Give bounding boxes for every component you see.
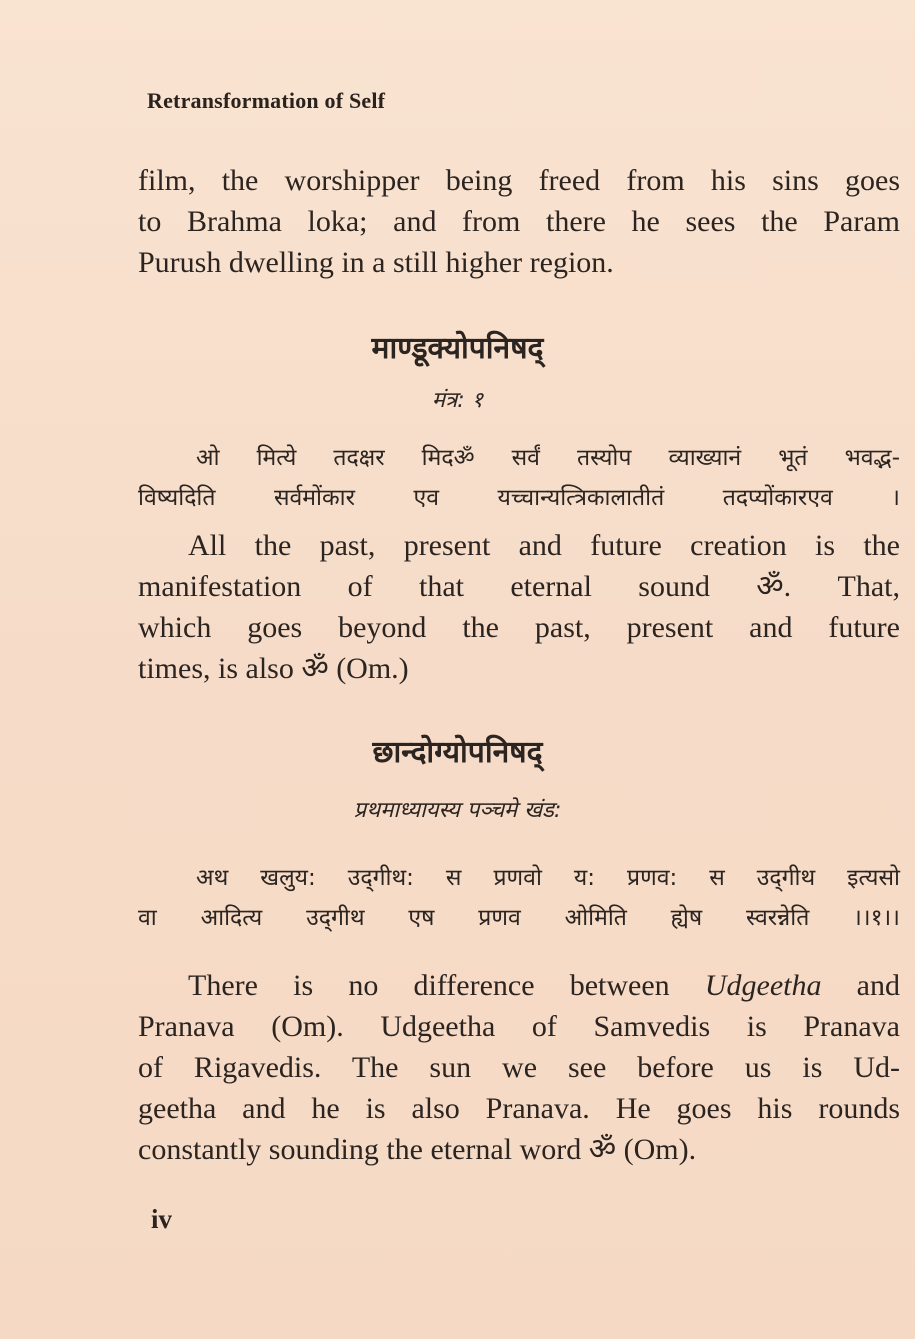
translation-line: times, is also ॐ (Om.) bbox=[138, 652, 409, 685]
section-subtitle-khand: प्रथमाध्यायस्य पञ्चमे खंड: bbox=[353, 798, 562, 823]
section-title-mandukya: माण्डूक्योपनिषद् bbox=[371, 331, 544, 366]
verse-line: वा आदित्य उद्‌गीथ एष प्रणव ओमिति ह्येष स्वरन्नेति ।।१।। bbox=[138, 905, 900, 931]
verse-line: विष्यदिति सर्वमोंकार एव यच्चान्यत्त्रिकालातीतं तदप्योंकारएव । bbox=[138, 485, 900, 511]
translation-line: geetha and he is also Pranava. He goes his rounds bbox=[138, 1092, 900, 1125]
running-head: Retransformation of Self bbox=[147, 88, 386, 113]
translation-line: constantly sounding the eternal word ॐ (Om). bbox=[138, 1133, 697, 1166]
sanskrit-verse-mandukya bbox=[138, 438, 900, 518]
translation-line: of Rigavedis. The sun we see before us is Ud- bbox=[138, 1051, 900, 1084]
translation-line bbox=[138, 965, 900, 1006]
translation-line: manifestation of that eternal sound ॐ. That, bbox=[138, 570, 900, 603]
verse-line: ओ मित्ये तदक्षर मिदॐ सर्वं तस्योप व्याख्यानं भूतं भवद्भ- bbox=[196, 445, 900, 471]
verse-line: अथ खलुय: उद्‌गीथ: स प्रणवो य: प्रणव: स उद्‌गीथ इत्यसो bbox=[196, 865, 900, 891]
intro-paragraph bbox=[138, 160, 900, 283]
translation-chandogya bbox=[138, 965, 900, 1170]
intro-line: Purush dwelling in a still higher region. bbox=[138, 246, 614, 279]
page-number: iv bbox=[151, 1204, 173, 1234]
section-subtitle-mantra: मंत्र: १ bbox=[431, 388, 484, 413]
translation-line: which goes beyond the past, present and future bbox=[138, 611, 900, 644]
intro-line: film, the worshipper being freed from his sins goes bbox=[138, 164, 900, 197]
intro-line: to Brahma loka; and from there he sees the Param bbox=[138, 205, 900, 238]
translation-mandukya bbox=[138, 525, 900, 689]
udgeetha-term: Udgeetha bbox=[704, 969, 822, 1002]
translation-line: All the past, present and future creation is the bbox=[188, 529, 900, 562]
translation-text: There is no difference between bbox=[188, 969, 705, 1002]
translation-line: Pranava (Om). Udgeetha of Samvedis is Pranava bbox=[138, 1010, 900, 1043]
sanskrit-verse-chandogya bbox=[138, 858, 900, 938]
section-title-chandogya: छान्दोग्योपनिषद् bbox=[372, 735, 543, 770]
translation-text: and bbox=[821, 969, 900, 1002]
